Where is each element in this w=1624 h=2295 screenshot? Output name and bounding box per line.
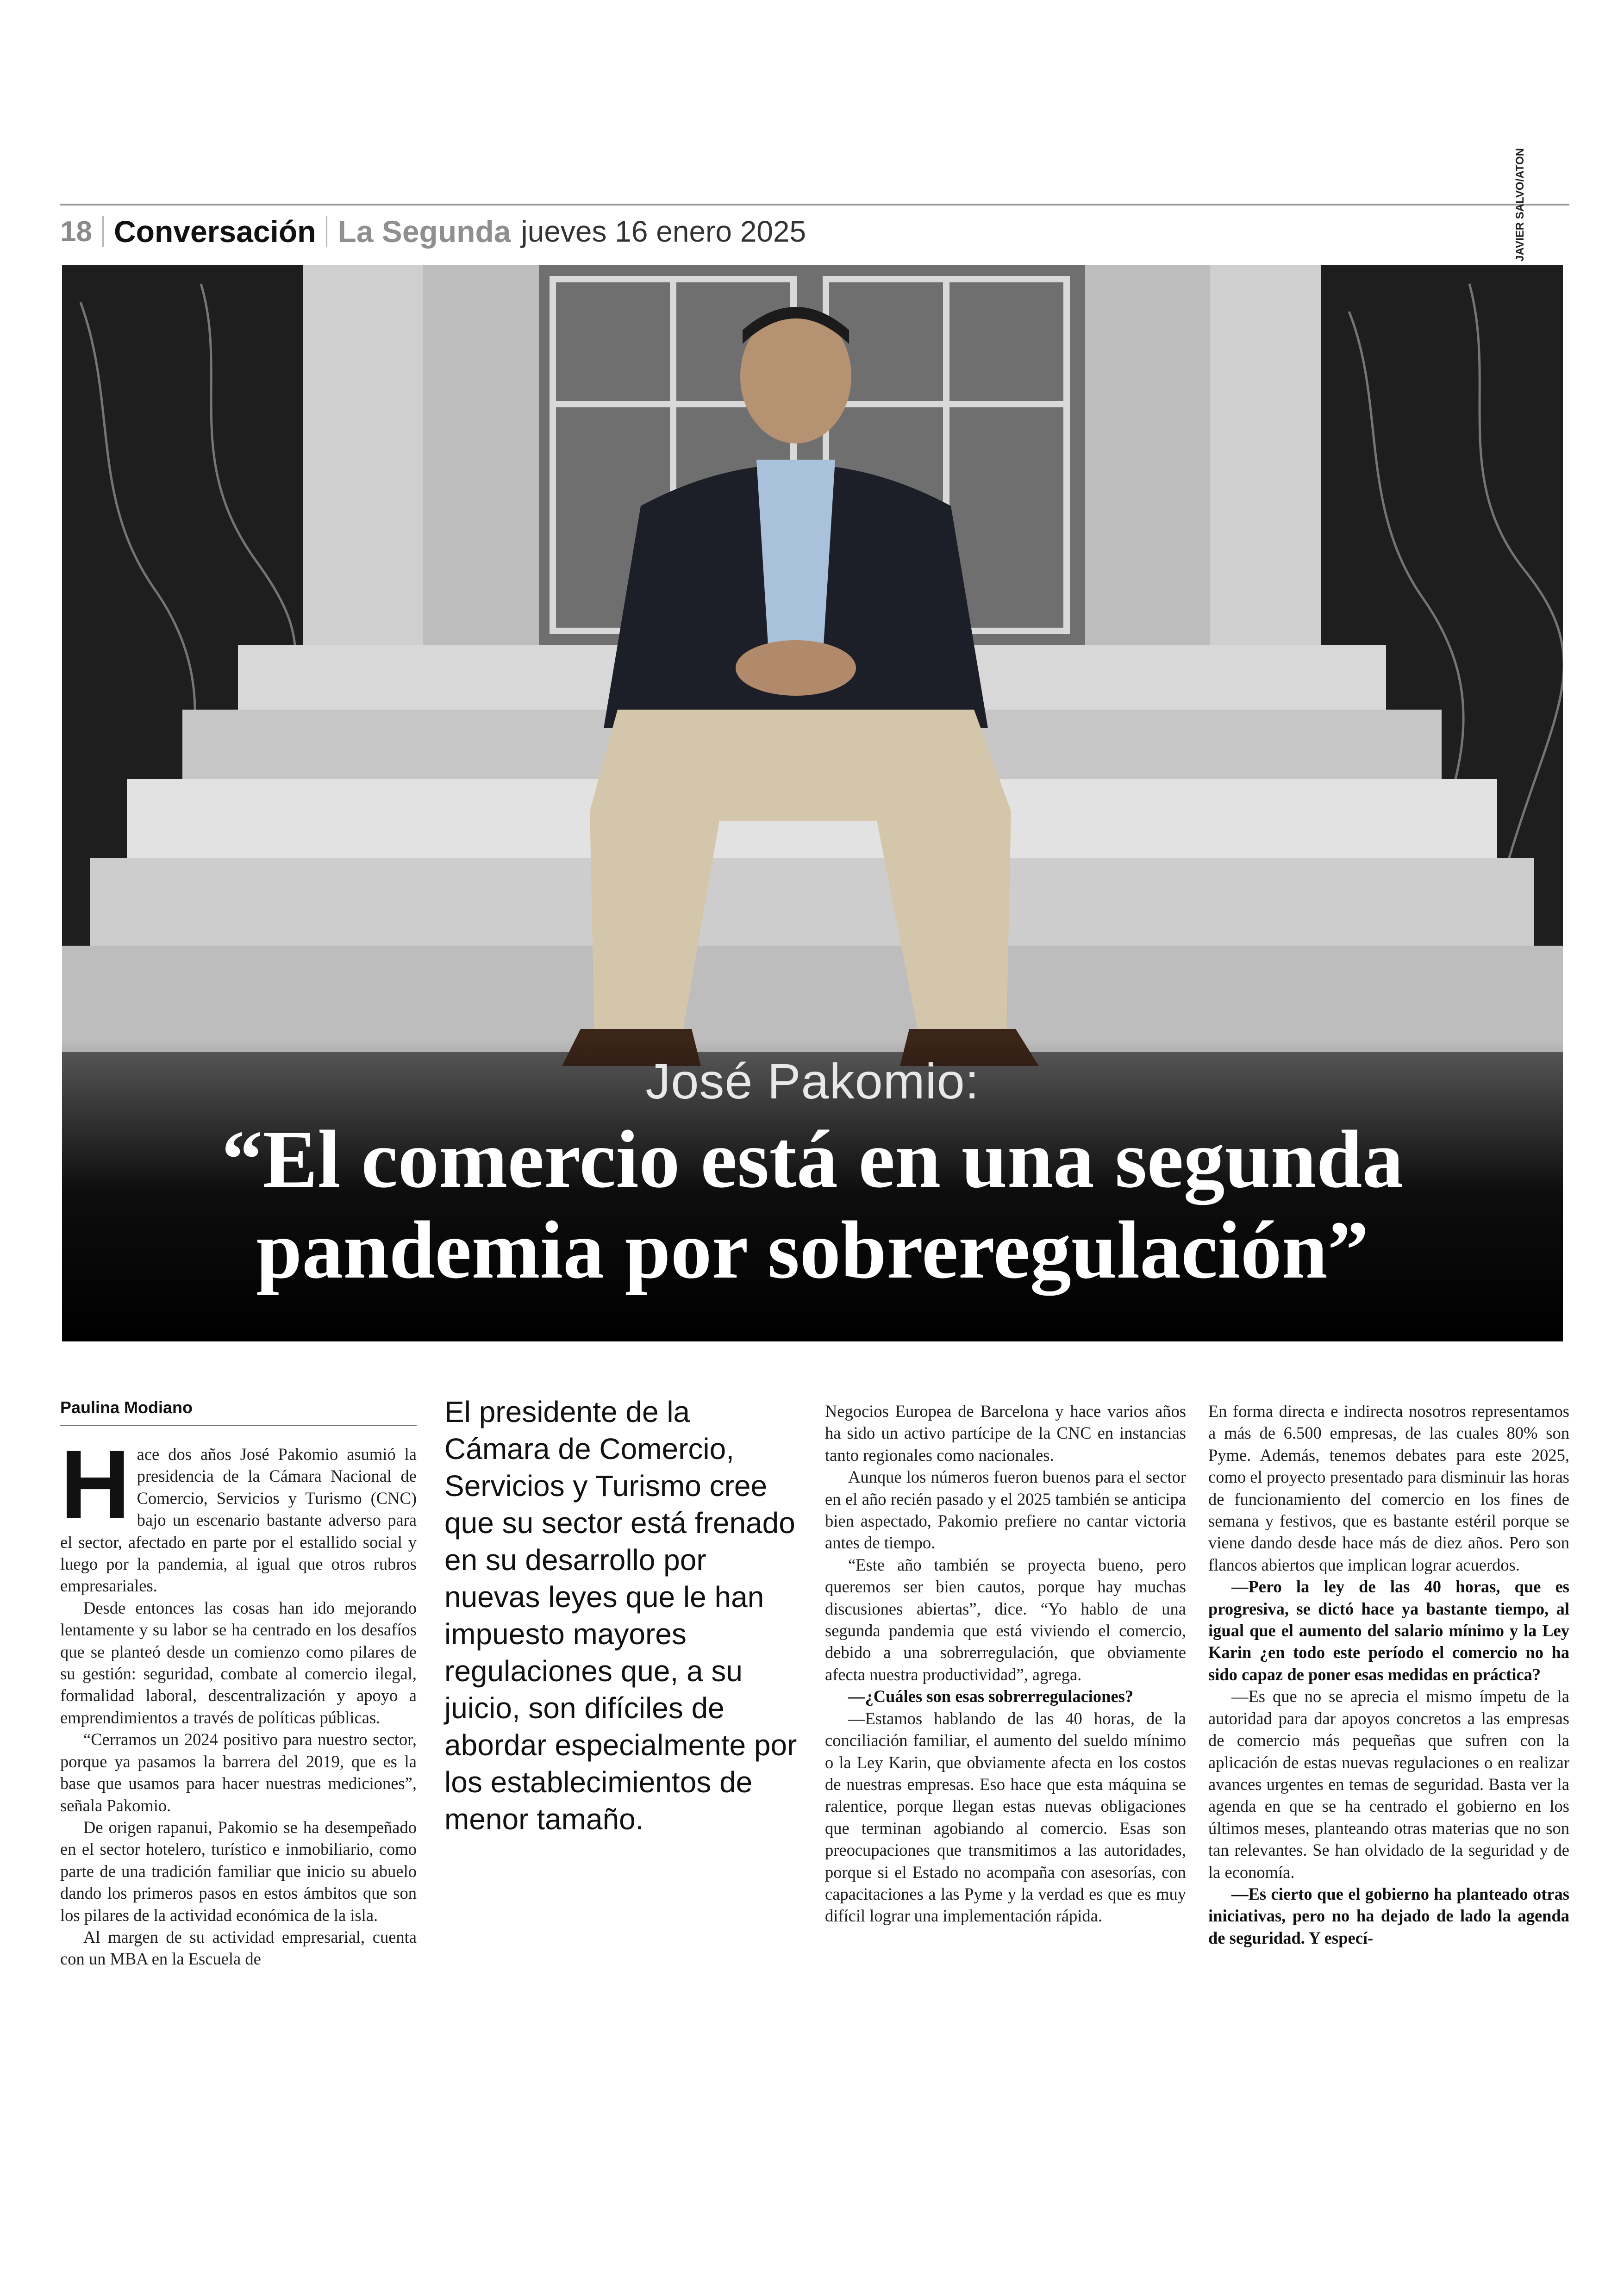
paragraph: Aunque los números fueron buenos para el sector en el año recién pasado y el 2025 también se anticipa bien aspectado, Pakomio prefiere no cantar victoria antes de tiempo. — [825, 1467, 1186, 1553]
interview-question: —Pero la ley de las 40 horas, que es progresiva, se dictó hace ya bastante tiempo, al igual que el aumento del salario mínimo y la Ley Karin ¿en todo este período el comercio no ha sido capaz de poner esas medidas en práctica? — [1208, 1577, 1569, 1684]
header-divider — [326, 216, 327, 247]
photo-credit — [1514, 148, 1527, 287]
paragraph: De origen rapanui, Pakomio se ha desempeñado en el sector hotelero, turístico e inmobiliario, como parte de una tradición familiar que inicio su abuelo dando los primeros pasos en estos ámbitos que son los pilares de la actividad económica de la isla. — [60, 1817, 417, 1925]
paragraph: Desde entonces las cosas han ido mejorando lentamente y su labor se ha centrado en los desafíos que se planteó desde un comienzo como pilares de su gestión: seguridad, combate al comercio ilegal, formalidad laboral, descentralización y apoyo a emprendimientos a través de políticas públicas. — [60, 1598, 417, 1727]
newspaper-name: La Segunda — [337, 214, 511, 249]
headline-speaker: José Pakomio: — [645, 1053, 980, 1109]
paragraph: “Este año también se proyecta bueno, pero queremos ser bien cautos, porque hay muchas discusiones abiertas”, dice. “Yo hablo de una segunda pandemia que está viviendo el comercio, debido a una sobrerregulación, que obviamente afecta nuestra productividad”, agrega. — [825, 1555, 1186, 1684]
issue-date: jueves 16 enero 2025 — [521, 215, 806, 248]
header-divider — [102, 216, 104, 247]
headline-block — [62, 1052, 1563, 1295]
header-rule — [60, 204, 1569, 206]
paragraph: —Es que no se aprecia el mismo ímpetu de la autoridad para dar apoyos concretos a las empresas de comercio más pequeñas que sufren con la aplicación de estas nuevas regulaciones o en realizar avances urgentes en temas de seguridad. Basta ver la agenda en que se ha centrado el gobierno en los últimos meses, planteando otras materias que no son tan relevantes. Se han olvidado de la seguridad y de la economía. — [1208, 1687, 1569, 1882]
paragraph: En forma directa e indirecta nosotros representamos a más de 6.500 empresas, de las cuales 80% son Pyme. Además, tenemos debates para este 2025, como el proyecto presentado para disminuir las horas de funcionamiento del comercio en los fines de semana y festivos, que es bastante estéril porque se viene dando desde hace más de diez años. Pero son flancos abiertos que implican lograr acuerdos. — [1208, 1402, 1569, 1574]
body-column-1 — [60, 1430, 417, 1970]
paragraph: ace dos años José Pakomio asumió la presidencia de la Cámara Nacional de Comercio, Servicios y Turismo (CNC) bajo un escenario bastante adverso para el sector, afectado en parte por el estallido social y luego por la pandemia, al igual que otros rubros empresariales. — [60, 1445, 417, 1596]
body-column-3 — [825, 1400, 1186, 1927]
interview-question: —¿Cuáles son esas sobrerregulaciones? — [848, 1687, 1134, 1706]
paragraph: “Cerramos un 2024 positivo para nuestro sector, porque ya pasamos la barrera del 2019, que es la base que usamos para hacer nuestras mediciones”, señala Pakomio. — [60, 1730, 417, 1815]
lead-summary: El presidente de la Cámara de Comercio, Servicios y Turismo cree que su sector está frenado en su desarrollo por nuevas leyes que le han impuesto mayores regulaciones que, a su juicio, son difíciles de abordar especialmente por los establecimientos de menor tamaño. — [444, 1395, 797, 1836]
section-title: Conversación — [113, 214, 316, 249]
interview-question: —Es cierto que el gobierno ha planteado otras iniciativas, pero no ha dejado de lado la agenda de seguridad. Y especí- — [1208, 1884, 1569, 1947]
byline-rule — [60, 1425, 417, 1426]
headline-quote: “El comercio está en una segunda pandemia por sobreregulación” — [221, 1113, 1404, 1296]
paragraph: —Estamos hablando de las 40 horas, de la conciliación familiar, el aumento del sueldo mínimo o la Ley Karin, que obviamente afecta en los costos de nuestras empresas. Eso hace que esta máquina se ralentice, porque llegan estas nuevas obligaciones que terminan agobiando al comercio. Esas son preocupaciones que transmitimos a las autoridades, porque si el Estado no acompaña con asesorías, con capacitaciones a las Pyme y la verdad es que es muy difícil lograr una implementación rápida. — [825, 1709, 1186, 1926]
hero-photo — [62, 265, 1563, 1341]
byline: Paulina Modiano — [60, 1398, 193, 1417]
drop-cap: H — [60, 1430, 131, 1539]
paragraph: Negocios Europea de Barcelona y hace varios años ha sido un activo partícipe de la CNC en instancias tanto regionales como nacionales. — [825, 1402, 1186, 1465]
photo-credit-text: JAVIER SALVO/ATON — [1514, 148, 1526, 262]
page-number: 18 — [60, 215, 92, 248]
page-header — [60, 211, 806, 252]
paragraph: Al margen de su actividad empresarial, cuenta con un MBA en la Escuela de — [60, 1927, 417, 1969]
body-column-4 — [1208, 1400, 1569, 1949]
